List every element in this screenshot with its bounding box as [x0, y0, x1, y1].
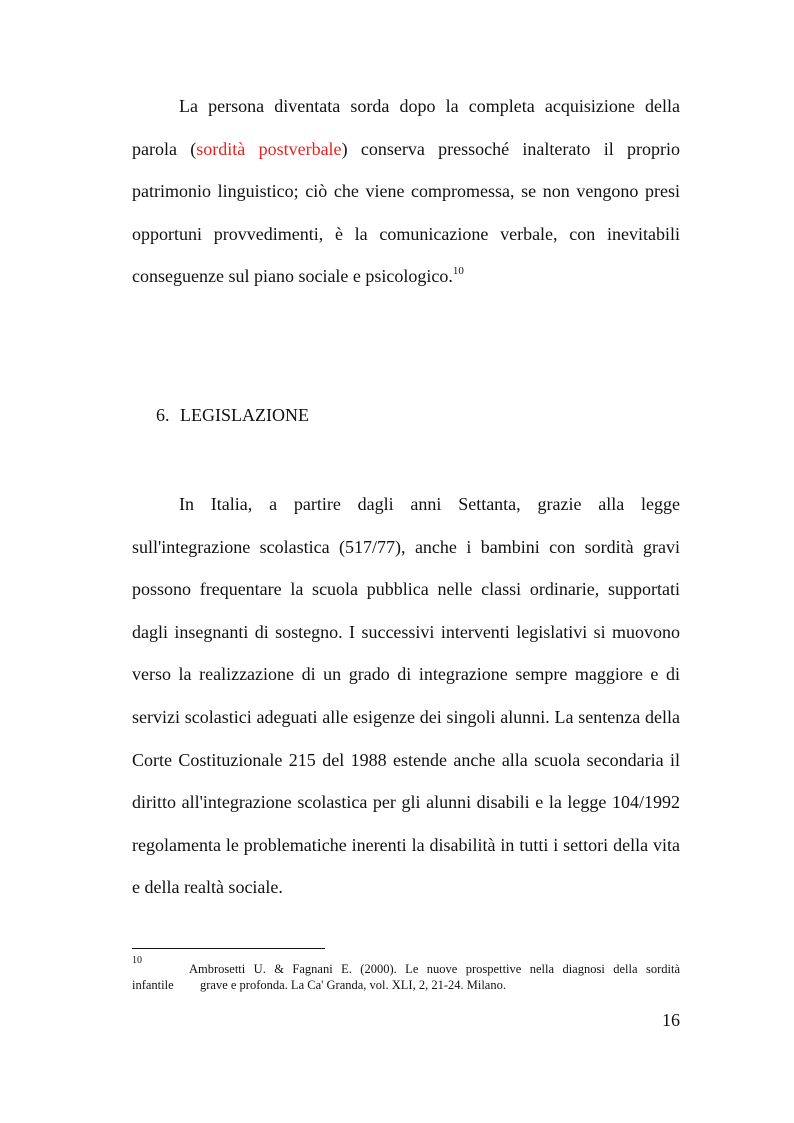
footnote-divider: [132, 948, 325, 949]
paragraph-legislation: [132, 483, 680, 909]
section-number: 6.: [156, 405, 170, 425]
paragraph-postverbal-deafness: [132, 85, 680, 298]
page-number: 16: [662, 1010, 680, 1030]
footnote-reference: 10: [452, 265, 464, 278]
highlighted-term: sordità postverbale: [196, 138, 342, 159]
section-heading: [156, 405, 309, 426]
paragraph1-text-end: ) conserva pressoché inalterato il proprio patrimonio linguistico; ciò che viene compromessa, se non vengono presi opportuni provvedimenti, è la comunicazione verbale, con inevitabili conseguenze sul piano sociale e psicologico.: [132, 138, 681, 287]
paragraph1-text-start: La persona diventata sorda dopo la completa acquisizione della parola (: [132, 96, 680, 159]
footnote-number: 10: [132, 955, 142, 966]
paragraph2-text: In Italia, a partire dagli anni Settanta, grazie alla legge sull'integrazione scolastica (517/77), anche i bambini con sordità gravi possono frequentare la scuola pubblica nelle classi ordinarie, supportati dagli insegnanti di sostegno. I successivi interventi legislativi si muovono verso la realizzazione di un grado di integrazione sempre maggiore e di servizi scolastici adeguati alle esigenze dei singoli alunni. La sentenza della Corte Costituzionale 215 del 1988 estende anche alla scuola secondaria il diritto all'integrazione scolastica per gli alunni disabili e la legge 104/1992 regolamenta le problematiche inerenti la disabilità in tutti i settori della vita e della realtà sociale.: [132, 494, 680, 898]
footnote-text-line2: grave e profonda. La Ca' Granda, vol. XLI, 2, 21-24. Milano.: [200, 978, 506, 992]
footnote-text-line2-prefix: infantile: [132, 978, 174, 992]
footnote-text-line1: Ambrosetti U. & Fagnani E. (2000). Le nuove prospettive nella diagnosi della sordità: [189, 962, 680, 976]
section-title: LEGISLAZIONE: [180, 405, 309, 425]
